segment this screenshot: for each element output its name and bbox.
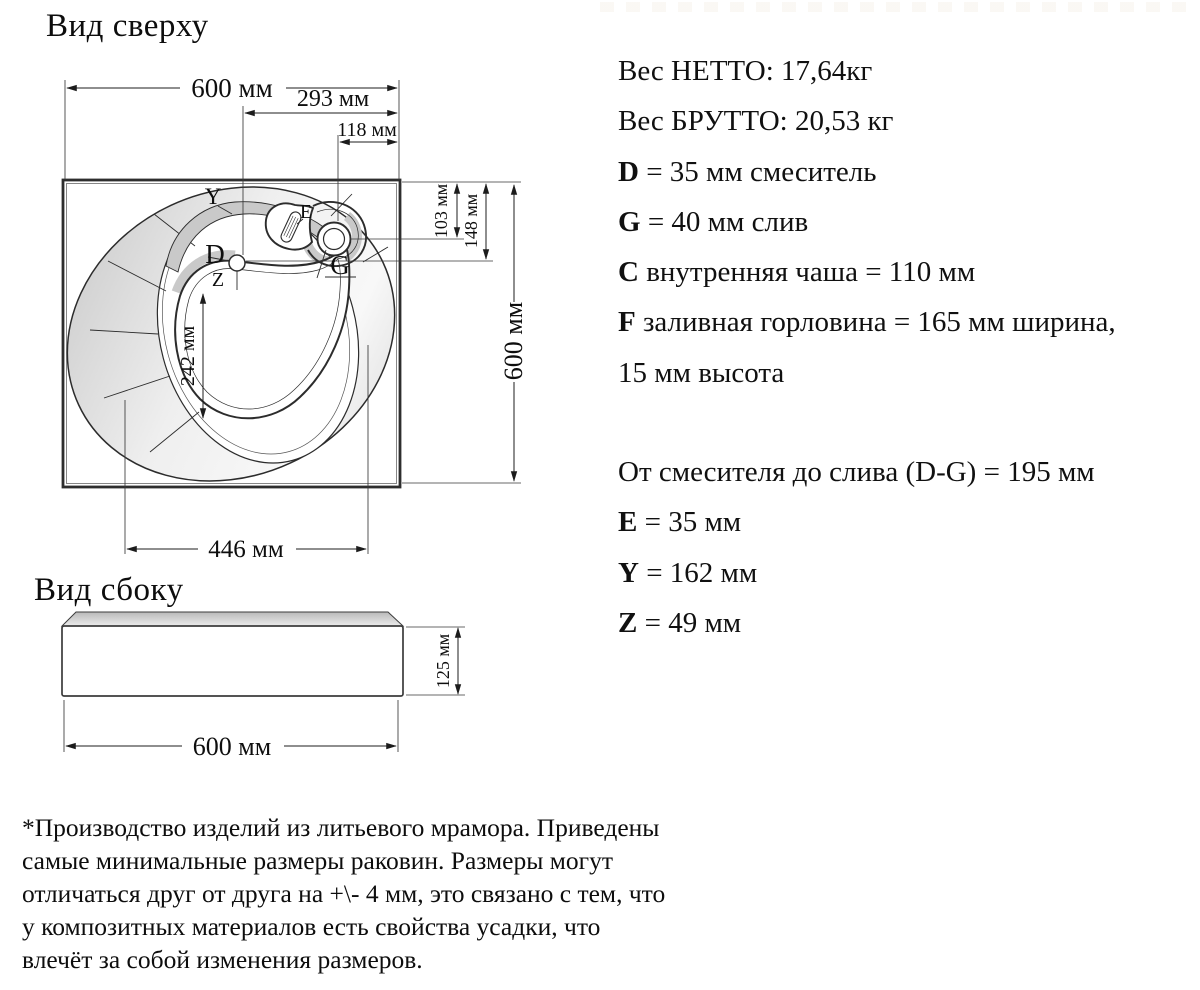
spec-list <box>618 46 1178 648</box>
dim-side-height: 125 мм <box>433 633 453 689</box>
label-z: Z <box>211 269 225 291</box>
spec-e: E = 35 мм <box>618 506 742 539</box>
dim-bowl-inner-length: 242 мм <box>177 325 199 387</box>
spec-y: Y = 162 мм <box>618 556 758 589</box>
dim-drain-from-top: 103 мм <box>431 183 451 239</box>
dim-faucet-from-top: 148 мм <box>461 193 481 249</box>
top-view-title: Вид сверху <box>46 8 209 44</box>
spec-z: Z = 49 мм <box>618 606 742 639</box>
footnote-line: самые минимальные размеры раковин. Размеры могут <box>22 845 613 875</box>
label-g: G <box>330 250 350 280</box>
sink-side-body <box>62 612 403 696</box>
spec-d-faucet: D = 35 мм смеситель <box>618 155 877 188</box>
production-footnote <box>22 812 742 977</box>
footnote-line: у композитных материалов есть свойства усадки, что <box>22 911 601 941</box>
top-view-drawing <box>20 60 560 570</box>
label-e: E <box>299 201 313 223</box>
label-y: Y <box>204 184 222 209</box>
spec-f-height: 15 мм высота <box>618 356 785 389</box>
dim-bowl-width: 446 мм <box>208 536 284 563</box>
spec-f-filling-neck: F заливная горловина = 165 мм ширина, <box>618 306 1116 339</box>
dim-to-faucet: 293 мм <box>296 86 370 112</box>
spec-gross-weight: Вес БРУТТО: 20,53 кг <box>618 105 894 138</box>
footnote-line: влечёт за собой изменения размеров. <box>22 944 423 974</box>
spec-g-drain: G = 40 мм слив <box>618 205 809 238</box>
side-view-drawing <box>20 580 540 780</box>
side-view-title: Вид сбоку <box>34 572 184 608</box>
spec-c-inner-bowl: C внутренняя чаша = 110 мм <box>618 256 976 289</box>
footnote-line: *Производство изделий из литьевого мрамора. Приведены <box>22 813 660 842</box>
footnote-line: отличаться друг от друга на +\- 4 мм, это связано с тем, что <box>22 878 666 908</box>
faucet-hole <box>229 255 245 271</box>
spec-net-weight: Вес НЕТТО: 17,64кг <box>618 55 873 87</box>
dim-side-width: 600 мм <box>192 732 272 761</box>
scan-artifact-strip <box>600 2 1190 12</box>
dim-to-drain: 118 мм <box>337 119 397 141</box>
spec-gap <box>618 398 1178 447</box>
dim-right-height: 600 мм <box>499 301 528 381</box>
label-d: D <box>205 239 225 269</box>
dim-top-width: 600 мм <box>191 73 273 103</box>
spec-faucet-to-drain: От смесителя до слива (D-G) = 195 мм <box>618 456 1095 489</box>
